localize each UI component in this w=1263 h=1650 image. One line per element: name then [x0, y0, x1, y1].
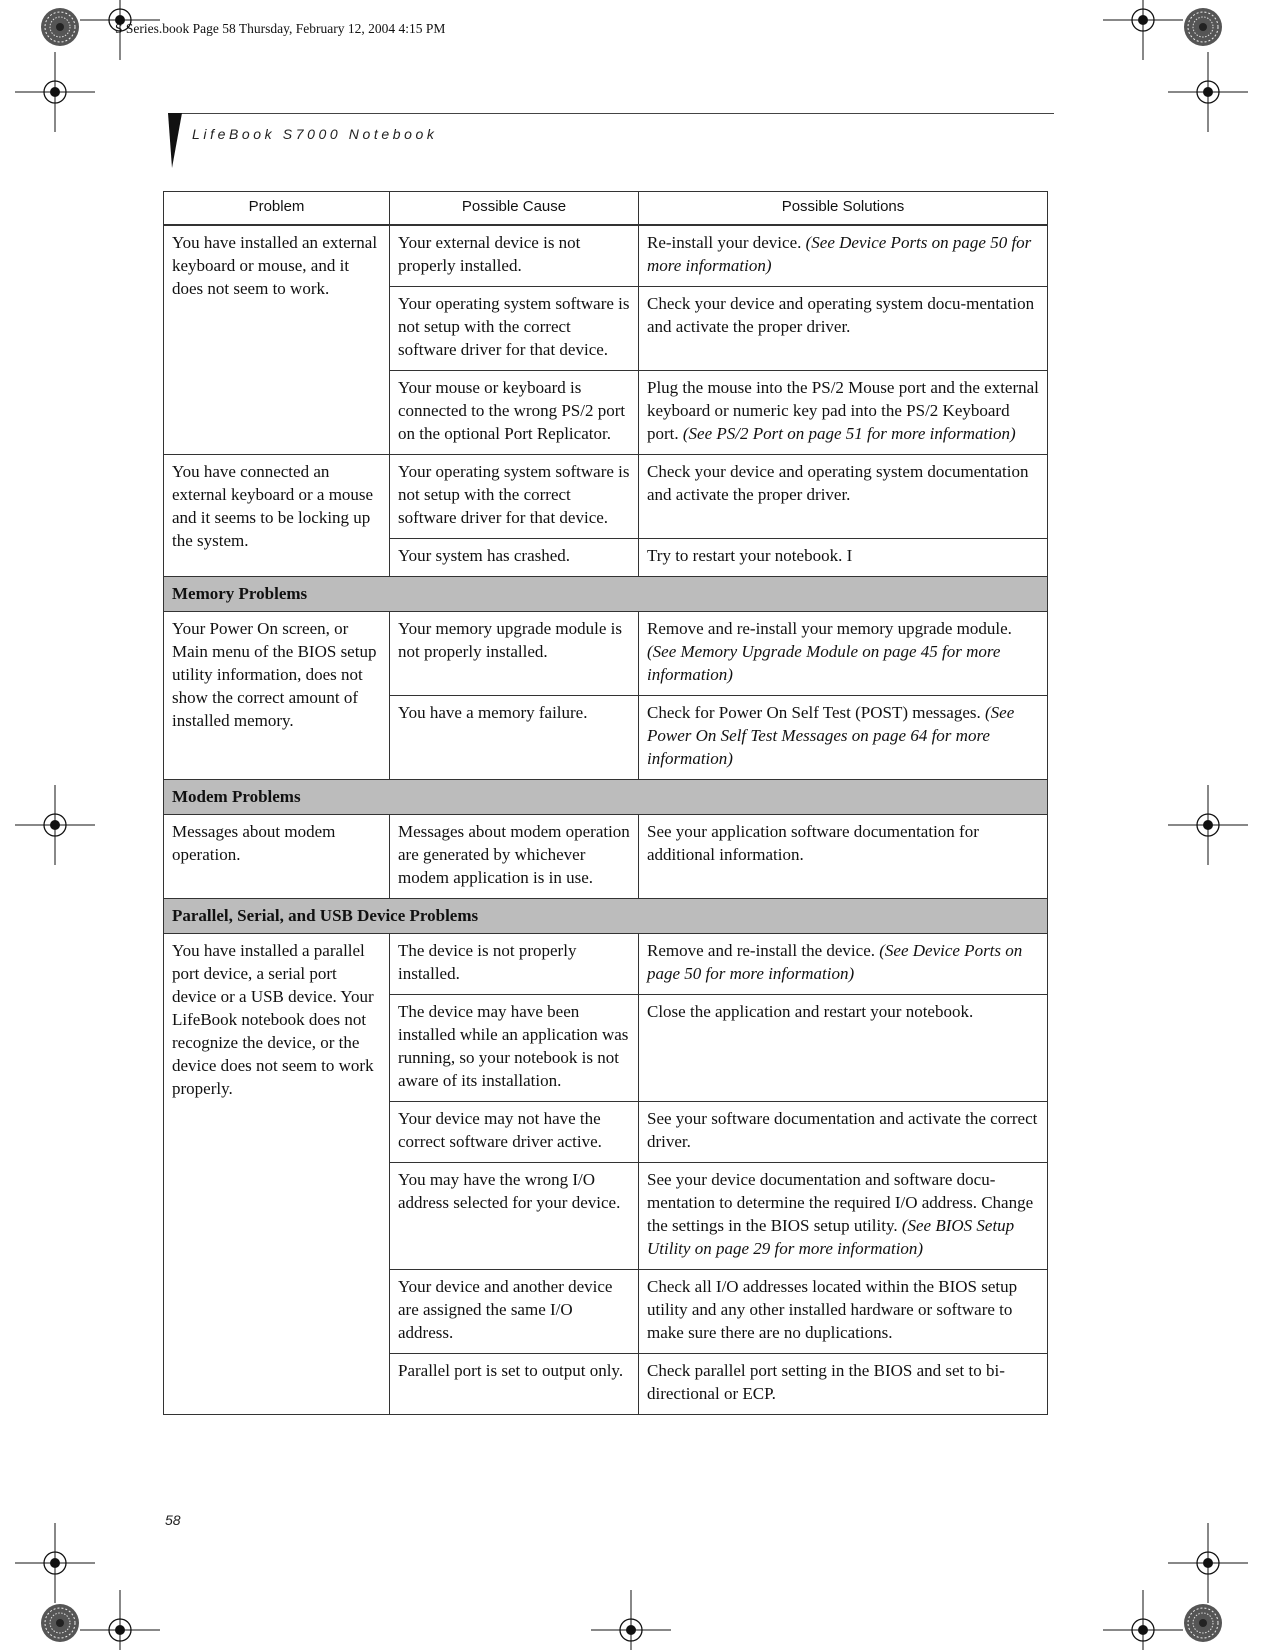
solution-cell: See your software documentation and activate the correct driver.: [639, 1102, 1048, 1163]
solution-cell: Check your device and operating system docu-mentation and activate the proper driver.: [639, 287, 1048, 371]
section-header-modem: [164, 780, 1048, 815]
section-title: Modem Problems: [164, 780, 1048, 815]
problem-cell: You have installed an external keyboard or mouse, and it does not seem to work.: [164, 226, 390, 455]
cause-cell: You may have the wrong I/O address selected for your device.: [390, 1163, 639, 1270]
section-title: Memory Problems: [164, 577, 1048, 612]
problem-cell: You have connected an external keyboard or a mouse and it seems to be locking up the system.: [164, 455, 390, 577]
cross-reference: (See Memory Upgrade Module on page 45 for more information): [647, 642, 1001, 684]
cause-cell: Your operating system software is not setup with the correct software driver for that device.: [390, 287, 639, 371]
cause-cell: Messages about modem operation are generated by whichever modem application is in use.: [390, 815, 639, 899]
table-row: [164, 934, 1048, 995]
cause-cell: You have a memory failure.: [390, 696, 639, 780]
solution-cell: Re-install your device. (See Device Ports on page 50 for more information): [639, 226, 1048, 287]
table-row: [164, 226, 1048, 287]
solution-cell: Remove and re-install the device. (See Device Ports on page 50 for more information): [639, 934, 1048, 995]
header-rule: [172, 113, 1054, 114]
table-row: [164, 455, 1048, 539]
star-target-icon: [1184, 8, 1222, 46]
cause-cell: Your system has crashed.: [390, 539, 639, 577]
troubleshooting-table: [163, 191, 1048, 1415]
problem-cell: You have installed a parallel port device, a serial port device or a USB device. Your LifeBook notebook does not recognize the device, or the device does not seem to work properly.: [164, 934, 390, 1415]
problem-cell: Messages about modem operation.: [164, 815, 390, 899]
cross-reference: (See PS/2 Port on page 51 for more information): [682, 424, 1016, 443]
star-target-icon: [41, 8, 79, 46]
problem-cell: Your Power On screen, or Main menu of the BIOS setup utility information, does not show the correct amount of installed memory.: [164, 612, 390, 780]
star-target-icon: [41, 1604, 79, 1642]
solution-cell: See your application software documentation for additional information.: [639, 815, 1048, 899]
cause-cell: Your mouse or keyboard is connected to the wrong PS/2 port on the optional Port Replicator.: [390, 371, 639, 455]
solution-cell: Check your device and operating system documentation and activate the proper driver.: [639, 455, 1048, 539]
column-header: Possible Solutions: [639, 192, 1048, 225]
column-header: Possible Cause: [390, 192, 639, 225]
table-header-row: [164, 192, 1048, 225]
cause-cell: Parallel port is set to output only.: [390, 1354, 639, 1415]
slug-line: S Series.book Page 58 Thursday, February 12, 2004 4:15 PM: [115, 21, 446, 36]
solution-cell: Check for Power On Self Test (POST) messages. (See Power On Self Test Messages on page 64 for more information): [639, 696, 1048, 780]
column-header: Problem: [164, 192, 390, 225]
cross-reference: (See Power On Self Test Messages on page 64 for more information): [647, 703, 1015, 768]
cross-reference: (See Device Ports on page 50 for more information): [647, 233, 1032, 275]
cause-cell: Your operating system software is not setup with the correct software driver for that device.: [390, 455, 639, 539]
solution-cell: Check all I/O addresses located within the BIOS setup utility and any other installed hardware or software to make sure there are no duplications.: [639, 1270, 1048, 1354]
solution-cell: Check parallel port setting in the BIOS and set to bi-directional or ECP.: [639, 1354, 1048, 1415]
table-row: [164, 612, 1048, 696]
section-title: Parallel, Serial, and USB Device Problems: [164, 899, 1048, 934]
running-head: LifeBook S7000 Notebook: [192, 126, 438, 142]
solution-cell: Close the application and restart your notebook.: [639, 995, 1048, 1102]
solution-cell: Plug the mouse into the PS/2 Mouse port and the external keyboard or numeric key pad into the PS/2 Keyboard port. (See PS/2 Port on page 51 for more information): [639, 371, 1048, 455]
table-row: [164, 815, 1048, 899]
star-target-icon: [1184, 1604, 1222, 1642]
page-number: 58: [165, 1512, 181, 1528]
cross-reference: (See BIOS Setup Utility on page 29 for more information): [647, 1216, 1015, 1258]
header-tab-mark: [168, 113, 182, 169]
solution-cell: See your device documentation and software docu-mentation to determine the required I/O address. Change the settings in the BIOS setup utility. (See BIOS Setup Utility on page 29 for more information): [639, 1163, 1048, 1270]
cause-cell: Your device and another device are assigned the same I/O address.: [390, 1270, 639, 1354]
section-header-memory: [164, 577, 1048, 612]
section-header-parallel-serial-usb: [164, 899, 1048, 934]
solution-cell: Try to restart your notebook. I: [639, 539, 1048, 577]
solution-cell: Remove and re-install your memory upgrade module. (See Memory Upgrade Module on page 45 for more information): [639, 612, 1048, 696]
cause-cell: The device may have been installed while an application was running, so your notebook is not aware of its installation.: [390, 995, 639, 1102]
cause-cell: Your memory upgrade module is not properly installed.: [390, 612, 639, 696]
cause-cell: Your external device is not properly installed.: [390, 226, 639, 287]
cross-reference: (See Device Ports on page 50 for more information): [647, 941, 1023, 983]
cause-cell: Your device may not have the correct software driver active.: [390, 1102, 639, 1163]
cause-cell: The device is not properly installed.: [390, 934, 639, 995]
